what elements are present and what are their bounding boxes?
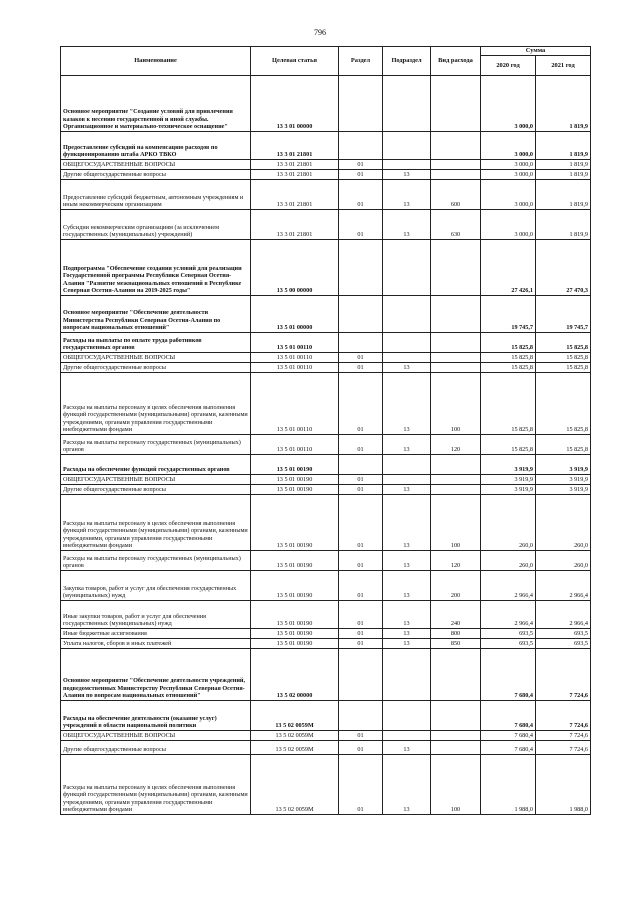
row-sum-2021: 260,0 xyxy=(536,551,591,571)
row-section: 01 xyxy=(339,363,383,373)
table-row xyxy=(61,180,591,210)
row-sum-2020: 3 000,0 xyxy=(481,170,536,180)
row-subsection: 13 xyxy=(383,373,431,435)
row-name: Другие общегосударственные вопросы xyxy=(61,741,251,755)
row-subsection: 13 xyxy=(383,495,431,551)
row-sum-2020: 2 966,4 xyxy=(481,571,536,601)
row-subsection: 13 xyxy=(383,210,431,240)
row-section: 01 xyxy=(339,495,383,551)
row-section: 01 xyxy=(339,571,383,601)
row-name: Другие общегосударственные вопросы xyxy=(61,485,251,495)
row-sum-2021: 2 966,4 xyxy=(536,571,591,601)
row-expense-type: 120 xyxy=(431,435,481,455)
row-expense-type: 850 xyxy=(431,639,481,649)
row-sum-2021: 1 819,9 xyxy=(536,76,591,132)
header-year-2020: 2020 год xyxy=(481,56,536,76)
row-section: 01 xyxy=(339,629,383,639)
row-target: 13 5 00 00000 xyxy=(251,240,339,296)
row-sum-2020: 7 680,4 xyxy=(481,701,536,731)
row-expense-type xyxy=(431,76,481,132)
table-row xyxy=(61,435,591,455)
table-row xyxy=(61,363,591,373)
row-name: Субсидии некоммерческим организациям (за исключением государственных (муниципальных) учреждений) xyxy=(61,210,251,240)
row-target: 13 5 02 0059М xyxy=(251,701,339,731)
header-year-2021: 2021 год xyxy=(536,56,591,76)
row-name: Предоставление субсидий бюджетным, автономным учреждениям и иным некоммерческим организациям xyxy=(61,180,251,210)
row-sum-2020: 1 988,0 xyxy=(481,755,536,815)
table-row xyxy=(61,296,591,333)
header-name: Наименование xyxy=(61,47,251,76)
header-sum: Сумма xyxy=(481,47,591,56)
row-section xyxy=(339,333,383,353)
row-sum-2021: 7 724,6 xyxy=(536,741,591,755)
row-subsection: 13 xyxy=(383,629,431,639)
table-row xyxy=(61,639,591,649)
row-subsection: 13 xyxy=(383,435,431,455)
table-row xyxy=(61,649,591,701)
row-name: Расходы на выплаты персоналу в целях обеспечения выполнения функций государственными (муниципальными) органами, казенными учреждениями, органами управления государственными внебюджетными фондами xyxy=(61,373,251,435)
row-expense-type xyxy=(431,296,481,333)
row-name: ОБЩЕГОСУДАРСТВЕННЫЕ ВОПРОСЫ xyxy=(61,731,251,741)
page-number: 796 xyxy=(314,28,326,37)
row-sum-2021: 7 724,6 xyxy=(536,701,591,731)
table-row xyxy=(61,475,591,485)
row-target: 13 5 02 0059М xyxy=(251,741,339,755)
row-sum-2020: 3 919,9 xyxy=(481,455,536,475)
row-target: 13 3 01 21801 xyxy=(251,210,339,240)
row-sum-2021: 27 470,3 xyxy=(536,240,591,296)
row-subsection xyxy=(383,731,431,741)
row-target: 13 5 01 00190 xyxy=(251,485,339,495)
row-sum-2020: 15 825,8 xyxy=(481,333,536,353)
row-name: ОБЩЕГОСУДАРСТВЕННЫЕ ВОПРОСЫ xyxy=(61,353,251,363)
row-target: 13 3 01 21801 xyxy=(251,132,339,160)
row-target: 13 5 01 00110 xyxy=(251,435,339,455)
row-section: 01 xyxy=(339,353,383,363)
row-section: 01 xyxy=(339,601,383,629)
row-subsection: 13 xyxy=(383,485,431,495)
row-section xyxy=(339,296,383,333)
row-sum-2020: 7 680,4 xyxy=(481,731,536,741)
row-subsection: 13 xyxy=(383,170,431,180)
row-expense-type: 240 xyxy=(431,601,481,629)
row-sum-2020: 260,0 xyxy=(481,495,536,551)
row-expense-type xyxy=(431,240,481,296)
row-subsection xyxy=(383,333,431,353)
row-sum-2021: 15 825,8 xyxy=(536,363,591,373)
row-sum-2020: 693,5 xyxy=(481,639,536,649)
row-target: 13 5 02 00000 xyxy=(251,649,339,701)
row-subsection: 13 xyxy=(383,571,431,601)
row-sum-2021: 1 819,9 xyxy=(536,132,591,160)
row-name: ОБЩЕГОСУДАРСТВЕННЫЕ ВОПРОСЫ xyxy=(61,475,251,485)
table-row xyxy=(61,629,591,639)
row-subsection: 13 xyxy=(383,363,431,373)
row-section: 01 xyxy=(339,639,383,649)
row-section: 01 xyxy=(339,373,383,435)
row-subsection: 13 xyxy=(383,180,431,210)
row-sum-2020: 260,0 xyxy=(481,551,536,571)
row-section: 01 xyxy=(339,755,383,815)
row-subsection xyxy=(383,475,431,485)
row-section xyxy=(339,649,383,701)
row-sum-2020: 19 745,7 xyxy=(481,296,536,333)
row-sum-2021: 1 819,9 xyxy=(536,210,591,240)
row-target: 13 5 01 00000 xyxy=(251,296,339,333)
table-row xyxy=(61,353,591,363)
row-expense-type: 200 xyxy=(431,571,481,601)
row-name: Другие общегосударственные вопросы xyxy=(61,363,251,373)
header-expense-type: Вид расхода xyxy=(431,47,481,76)
table-row xyxy=(61,210,591,240)
table-row xyxy=(61,170,591,180)
row-target: 13 5 01 00190 xyxy=(251,601,339,629)
row-target: 13 5 01 00190 xyxy=(251,629,339,639)
row-target: 13 5 01 00190 xyxy=(251,455,339,475)
row-sum-2021: 693,5 xyxy=(536,629,591,639)
row-sum-2021: 15 825,8 xyxy=(536,353,591,363)
row-sum-2021: 15 825,8 xyxy=(536,373,591,435)
table-row xyxy=(61,240,591,296)
row-expense-type: 100 xyxy=(431,495,481,551)
row-sum-2021: 15 825,8 xyxy=(536,333,591,353)
header-section: Раздел xyxy=(339,47,383,76)
row-sum-2020: 7 680,4 xyxy=(481,741,536,755)
row-name: Основное мероприятие "Обеспечение деятельности Министерства Республики Северная Осетия-Алания по вопросам национальных отношений" xyxy=(61,296,251,333)
table-row xyxy=(61,741,591,755)
budget-table xyxy=(60,46,591,815)
row-section: 01 xyxy=(339,741,383,755)
table-row xyxy=(61,495,591,551)
table-row xyxy=(61,571,591,601)
row-target: 13 3 01 21801 xyxy=(251,180,339,210)
header-target: Целевая статья xyxy=(251,47,339,76)
row-expense-type xyxy=(431,455,481,475)
table-row xyxy=(61,485,591,495)
row-sum-2021: 693,5 xyxy=(536,639,591,649)
row-sum-2021: 7 724,6 xyxy=(536,649,591,701)
row-name: Другие общегосударственные вопросы xyxy=(61,170,251,180)
row-target: 13 3 01 21801 xyxy=(251,160,339,170)
row-section: 01 xyxy=(339,485,383,495)
row-sum-2020: 15 825,8 xyxy=(481,363,536,373)
row-name: Расходы на выплаты персоналу в целях обеспечения выполнения функций государственными (муниципальными) органами, казенными учреждениями, органами управления государственными внебюджетными фондами xyxy=(61,495,251,551)
row-target: 13 5 01 00110 xyxy=(251,333,339,353)
row-expense-type xyxy=(431,333,481,353)
row-expense-type xyxy=(431,475,481,485)
table-row xyxy=(61,551,591,571)
row-sum-2021: 1 819,9 xyxy=(536,170,591,180)
row-sum-2020: 3 919,9 xyxy=(481,485,536,495)
table-row xyxy=(61,731,591,741)
row-expense-type: 100 xyxy=(431,755,481,815)
table-header xyxy=(61,47,591,76)
row-expense-type xyxy=(431,701,481,731)
table-body xyxy=(61,76,591,815)
row-name: Иные закупки товаров, работ и услуг для обеспечения государственных (муниципальных) нужд xyxy=(61,601,251,629)
row-sum-2020: 7 680,4 xyxy=(481,649,536,701)
row-name: Предоставление субсидий на компенсацию расходов по функционированию штаба АРКО ТВКО xyxy=(61,132,251,160)
row-subsection xyxy=(383,701,431,731)
row-section: 01 xyxy=(339,180,383,210)
row-sum-2020: 3 000,0 xyxy=(481,132,536,160)
row-sum-2021: 2 966,4 xyxy=(536,601,591,629)
row-target: 13 5 01 00190 xyxy=(251,571,339,601)
row-section xyxy=(339,240,383,296)
row-target: 13 5 01 00190 xyxy=(251,551,339,571)
row-target: 13 5 02 0059М xyxy=(251,731,339,741)
row-section: 01 xyxy=(339,170,383,180)
row-sum-2020: 3 000,0 xyxy=(481,210,536,240)
row-section: 01 xyxy=(339,475,383,485)
row-target: 13 5 01 00110 xyxy=(251,363,339,373)
row-name: Основное мероприятие "Обеспечение деятельности учреждений, подведомственных Министерству Республики Северная Осетия-Алания по вопросам национальных отношений" xyxy=(61,649,251,701)
row-sum-2021: 3 919,9 xyxy=(536,455,591,475)
row-sum-2020: 3 919,9 xyxy=(481,475,536,485)
table-row xyxy=(61,601,591,629)
row-expense-type: 100 xyxy=(431,373,481,435)
row-subsection xyxy=(383,353,431,363)
row-sum-2020: 15 825,8 xyxy=(481,373,536,435)
row-target: 13 5 01 00190 xyxy=(251,495,339,551)
row-expense-type: 600 xyxy=(431,180,481,210)
row-subsection xyxy=(383,455,431,475)
row-subsection: 13 xyxy=(383,755,431,815)
row-expense-type: 800 xyxy=(431,629,481,639)
row-sum-2020: 27 426,1 xyxy=(481,240,536,296)
row-expense-type xyxy=(431,485,481,495)
row-expense-type: 120 xyxy=(431,551,481,571)
row-sum-2020: 2 966,4 xyxy=(481,601,536,629)
row-expense-type xyxy=(431,363,481,373)
row-sum-2021: 1 988,0 xyxy=(536,755,591,815)
row-subsection: 13 xyxy=(383,741,431,755)
row-subsection: 13 xyxy=(383,639,431,649)
table-row xyxy=(61,333,591,353)
row-name: Расходы на выплаты персоналу государственных (муниципальных) органов xyxy=(61,435,251,455)
row-subsection xyxy=(383,76,431,132)
row-section: 01 xyxy=(339,551,383,571)
row-subsection xyxy=(383,649,431,701)
row-name: Расходы на выплаты персоналу в целях обеспечения выполнения функций государственными (муниципальными) органами, казенными учреждениями, органами управления государственными внебюджетными фондами xyxy=(61,755,251,815)
row-name: Уплата налогов, сборов и иных платежей xyxy=(61,639,251,649)
row-sum-2021: 15 825,8 xyxy=(536,435,591,455)
table-row xyxy=(61,373,591,435)
row-sum-2020: 15 825,8 xyxy=(481,353,536,363)
row-expense-type: 630 xyxy=(431,210,481,240)
row-sum-2021: 7 724,6 xyxy=(536,731,591,741)
row-target: 13 5 01 00110 xyxy=(251,373,339,435)
row-name: Закупка товаров, работ и услуг для обеспечения государственных (муниципальных) нужд xyxy=(61,571,251,601)
row-target: 13 5 01 00190 xyxy=(251,639,339,649)
row-target: 13 5 01 00110 xyxy=(251,353,339,363)
row-expense-type xyxy=(431,160,481,170)
row-sum-2021: 1 819,9 xyxy=(536,180,591,210)
row-section xyxy=(339,455,383,475)
row-expense-type xyxy=(431,731,481,741)
row-sum-2021: 3 919,9 xyxy=(536,485,591,495)
row-expense-type xyxy=(431,741,481,755)
table-row xyxy=(61,76,591,132)
table-row xyxy=(61,160,591,170)
row-sum-2021: 19 745,7 xyxy=(536,296,591,333)
row-name: Расходы на выплаты по оплате труда работников государственных органов xyxy=(61,333,251,353)
row-expense-type xyxy=(431,353,481,363)
row-target: 13 5 02 0059М xyxy=(251,755,339,815)
row-name: Расходы на обеспечение деятельности (оказание услуг) учреждений в области национальной политики xyxy=(61,701,251,731)
row-subsection: 13 xyxy=(383,601,431,629)
row-name: Иные бюджетные ассигнования xyxy=(61,629,251,639)
row-name: Подпрограмма "Обеспечение создания условий для реализации Государственной программы Республики Северная Осетия-Алания "Развитие межнациональных отношений в Республике Северная Осетия-Алания на 2019-2025 годы" xyxy=(61,240,251,296)
row-target: 13 3 01 00000 xyxy=(251,76,339,132)
row-section: 01 xyxy=(339,210,383,240)
row-target: 13 3 01 21801 xyxy=(251,170,339,180)
row-sum-2020: 693,5 xyxy=(481,629,536,639)
table-row xyxy=(61,701,591,731)
row-section: 01 xyxy=(339,731,383,741)
row-sum-2021: 3 919,9 xyxy=(536,475,591,485)
header-subsection: Подраздел xyxy=(383,47,431,76)
row-section xyxy=(339,76,383,132)
row-name: ОБЩЕГОСУДАРСТВЕННЫЕ ВОПРОСЫ xyxy=(61,160,251,170)
row-name: Основное мероприятие "Создание условий для привлечения казаков к несению государственной и иной службы. Организационное и материально-техническое оснащение" xyxy=(61,76,251,132)
row-subsection xyxy=(383,296,431,333)
row-subsection xyxy=(383,160,431,170)
row-sum-2021: 260,0 xyxy=(536,495,591,551)
row-sum-2020: 15 825,8 xyxy=(481,435,536,455)
table-row xyxy=(61,455,591,475)
table-row xyxy=(61,755,591,815)
row-section xyxy=(339,132,383,160)
row-sum-2020: 3 000,0 xyxy=(481,160,536,170)
row-expense-type xyxy=(431,132,481,160)
row-name: Расходы на обеспечение функций государственных органов xyxy=(61,455,251,475)
table-row xyxy=(61,132,591,160)
row-subsection xyxy=(383,240,431,296)
row-expense-type xyxy=(431,649,481,701)
row-subsection: 13 xyxy=(383,551,431,571)
row-subsection xyxy=(383,132,431,160)
row-target: 13 5 01 00190 xyxy=(251,475,339,485)
row-section xyxy=(339,701,383,731)
row-section: 01 xyxy=(339,160,383,170)
row-sum-2020: 3 000,0 xyxy=(481,180,536,210)
row-sum-2021: 1 819,9 xyxy=(536,160,591,170)
row-expense-type xyxy=(431,170,481,180)
row-name: Расходы на выплаты персоналу государственных (муниципальных) органов xyxy=(61,551,251,571)
row-section: 01 xyxy=(339,435,383,455)
row-sum-2020: 3 000,0 xyxy=(481,76,536,132)
